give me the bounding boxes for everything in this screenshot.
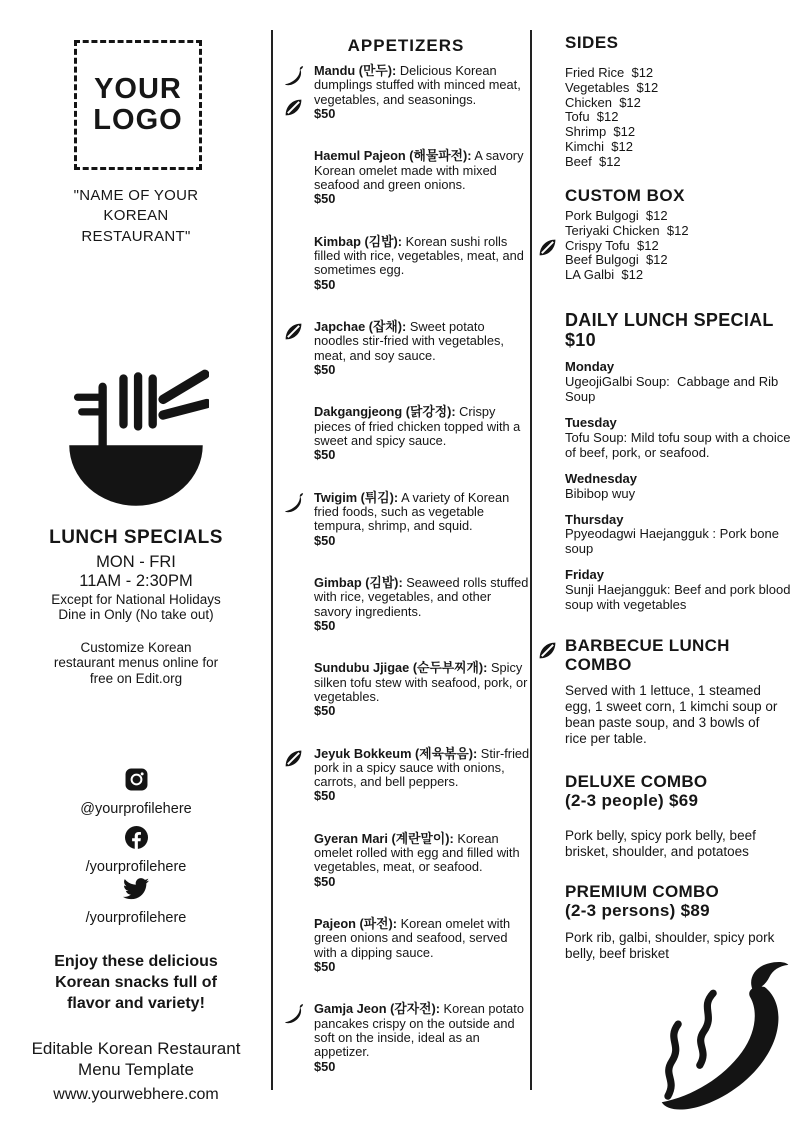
item-price: $50 [314, 276, 336, 292]
custom-box-item: Crispy Tofu $12 [565, 237, 659, 253]
leaf-icon [283, 748, 304, 772]
daily-special-wednesday: Wednesday Bibibop wuy [565, 470, 638, 501]
premium-combo [565, 882, 795, 962]
noodle-bowl-icon [63, 366, 209, 517]
twitter-handle: /yourprofilehere [85, 910, 187, 926]
menu-item-gyeran-mari: Gyeran Mari (계란말이): Korean omelet rolled with egg and filled with vegetables, meat, or seafood. $50 [314, 832, 532, 889]
lunch-days: MON - FRI [96, 553, 176, 571]
restaurant-name: "NAME OF YOUR KOREAN RESTAURANT" [73, 187, 199, 245]
daily-special-monday: Monday UgeojiGalbi Soup: Cabbage and Rib Soup [565, 359, 782, 404]
tagline: Enjoy these delicious Korean snacks full of flavor and variety! [54, 953, 218, 1012]
social-facebook [0, 826, 272, 875]
side-item: Kimchi $12 [565, 139, 633, 155]
item-price: $50 [314, 532, 336, 548]
daily-special-tuesday: Tuesday Tofu Soup: Mild tofu soup with a choice of beef, pork, or seafood. [565, 414, 795, 460]
menu-item-jeyuk-bokkeum: Jeyuk Bokkeum (제육볶음): Stir-fried pork in a spicy sauce with onions, carrots, and bell peppers. $50 [314, 747, 532, 804]
menu-item-haemul-pajeon: Haemul Pajeon (해물파전): A savory Korean omelet made with mixed seafood and green onions. $50 [314, 149, 532, 206]
logo-placeholder [74, 40, 202, 170]
logo-text-line1: YOUR [94, 72, 182, 105]
item-price: $50 [314, 788, 336, 804]
custom-box-item: Teriyaki Chicken $12 [565, 222, 689, 238]
barbecue-combo-desc: Served with 1 lettuce, 1 steamed egg, 1 sweet corn, 1 kimchi soup or bean paste soup, and 3 bowls of rice per table. [565, 682, 778, 747]
side-item: Vegetables $12 [565, 79, 659, 95]
deluxe-combo [565, 772, 795, 860]
menu-item-mandu: Mandu (만두): Delicious Korean dumplings stuffed with minced meat, vegetables, and seasonings. $50 [314, 64, 532, 121]
instagram-icon [125, 768, 148, 796]
menu-item-japchae: Japchae (잡채): Sweet potato noodles stir-fried with vegetables, meat, and soy sauce. $50 [314, 320, 532, 377]
side-item: Tofu $12 [565, 109, 619, 125]
sides-title: SIDES [565, 33, 619, 52]
lunch-hours [0, 553, 272, 591]
item-price: $50 [314, 191, 336, 207]
side-item: Chicken $12 [565, 94, 641, 110]
leaf-icon [537, 237, 558, 263]
item-price: $50 [314, 617, 336, 633]
menu-item-kimbap: Kimbap (김밥): Korean sushi rolls filled with rice, vegetables, meat, and sometimes egg. $50 [314, 235, 532, 292]
menu-item-gimbap: Gimbap (김밥): Seaweed rolls stuffed with rice, vegetables, and other savory ingredients. $50 [314, 576, 532, 633]
lunch-note: Except for National Holidays Dine in Only (No take out) [51, 592, 221, 623]
facebook-handle: /yourprofilehere [85, 859, 187, 875]
sides-list [565, 66, 795, 170]
custom-box-list [565, 209, 795, 283]
chili-flames-icon [612, 952, 800, 1132]
barbecue-combo-title: BARBECUE LUNCH COMBO [565, 636, 730, 675]
chili-icon [283, 1003, 305, 1028]
appetizers-list [314, 64, 532, 1102]
side-item: Fried Rice $12 [565, 65, 654, 80]
daily-special-thursday: Thursday Ppyeodagwi Haejangguk : Pork bone soup [565, 511, 783, 557]
instagram-handle: @yourprofilehere [80, 801, 192, 817]
item-price: $50 [314, 361, 336, 377]
item-price: $50 [314, 447, 336, 463]
facebook-icon [125, 826, 148, 854]
menu-item-gamja-jeon: Gamja Jeon (감자전): Korean potato pancakes crispy on the outside and soft on the inside, ideal as an appetizer. $50 [314, 1002, 532, 1074]
custom-box-item: Beef Bulgogi $12 [565, 252, 668, 268]
custom-box-item: Pork Bulgogi $12 [565, 208, 668, 223]
social-twitter [0, 878, 272, 926]
lunch-specials-title: LUNCH SPECIALS [49, 527, 223, 548]
edit-org-promo: Customize Korean restaurant menus online for free on Edit.org [53, 640, 219, 686]
side-item: Beef $12 [565, 153, 621, 169]
deluxe-combo-title: DELUXE COMBO (2-3 people) $69 [565, 772, 708, 811]
premium-combo-desc: Pork rib, galbi, shoulder, spicy pork belly, beef brisket [565, 929, 775, 961]
twitter-icon [123, 878, 149, 905]
item-price: $50 [314, 703, 336, 719]
side-item: Shrimp $12 [565, 124, 636, 140]
menu-item-sundubu-jjigae: Sundubu Jjigae (순두부찌개): Spicy silken tofu stew with seafood, pork, or vegetables. $50 [314, 661, 532, 718]
item-price: $50 [314, 873, 336, 889]
menu-item-dakgangjeong: Dakgangjeong (닭강정): Crispy pieces of fried chicken topped with a sweet and spicy sauce. $50 [314, 405, 532, 462]
deluxe-combo-desc: Pork belly, spicy pork belly, beef brisket, shoulder, and potatoes [565, 827, 756, 859]
leaf-icon [283, 321, 304, 345]
leaf-icon [283, 97, 305, 121]
appetizers-title: APPETIZERS [347, 36, 465, 55]
item-price: $50 [314, 105, 336, 121]
daily-lunch-special-title: DAILY LUNCH SPECIAL $10 [565, 310, 795, 350]
premium-combo-title: PREMIUM COMBO (2-3 persons) $89 [565, 882, 720, 921]
custom-box-item: LA Galbi $12 [565, 267, 644, 283]
barbecue-lunch-combo [565, 636, 795, 748]
lunch-time: 11AM - 2:30PM [79, 572, 193, 591]
logo-text-line2: LOGO [93, 104, 183, 136]
leaf-icon [537, 640, 558, 666]
website-url: www.yourwebhere.com [53, 1086, 219, 1103]
chili-icon [283, 65, 305, 90]
menu-item-twigim: Twigim (튀김): A variety of Korean fried foods, such as vegetable tempura, shrimp, and squid. $50 [314, 491, 532, 548]
social-instagram [0, 768, 272, 817]
menu-item-pajeon: Pajeon (파전): Korean omelet with green onions and seafood, served with a dipping sauce. $50 [314, 917, 532, 974]
item-price: $50 [314, 959, 336, 975]
column-divider-left [271, 30, 273, 1090]
custom-box-title: CUSTOM BOX [565, 186, 685, 205]
template-label: Editable Korean Restaurant Menu Template [31, 1039, 241, 1080]
daily-special-friday: Friday Sunji Haejangguk: Beef and pork blood soup with vegetables [565, 567, 795, 613]
item-price: $50 [314, 1058, 336, 1074]
daily-specials-list [565, 360, 795, 624]
daily-lunch-special-price: $10 [565, 330, 596, 351]
chili-icon [283, 492, 305, 517]
